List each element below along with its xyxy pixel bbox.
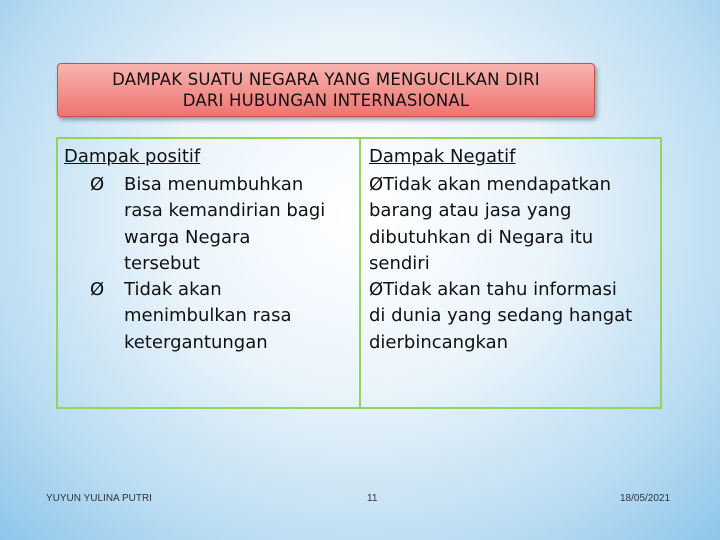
item-line: dierbincangkan bbox=[369, 331, 509, 353]
negative-item bbox=[369, 172, 632, 277]
arrow-bullet-icon: Ø bbox=[369, 174, 384, 195]
footer-date: 18/05/2021 bbox=[620, 493, 671, 504]
slide-title bbox=[57, 63, 595, 117]
item-line: rasa kemandirian bagi bbox=[124, 200, 326, 222]
item-text: Tidak akan tahu informasi bbox=[383, 279, 617, 301]
title-line-2: DARI HUBUNGAN INTERNASIONAL bbox=[182, 91, 470, 110]
arrow-bullet-icon: Ø bbox=[90, 174, 105, 195]
item-line: menimbulkan rasa bbox=[124, 305, 292, 327]
positive-item bbox=[90, 277, 325, 356]
item-line: sendiri bbox=[369, 252, 430, 274]
negative-column bbox=[361, 139, 660, 407]
negative-heading: Dampak Negatif bbox=[369, 146, 516, 167]
item-line: tersebut bbox=[124, 252, 200, 274]
item-line bbox=[369, 172, 632, 198]
arrow-bullet-icon: Ø bbox=[90, 279, 105, 301]
item-line: dibutuhkan di Negara itu bbox=[369, 226, 594, 248]
title-line-1: DAMPAK SUATU NEGARA YANG MENGUCILKAN DIRI bbox=[112, 70, 540, 89]
arrow-bullet-icon: Ø bbox=[369, 279, 384, 301]
item-line: di dunia yang sedang hangat bbox=[369, 305, 633, 327]
item-line: barang atau jasa yang bbox=[369, 200, 572, 222]
positive-column bbox=[58, 139, 361, 407]
footer-author: YUYUN YULINA PUTRI bbox=[46, 493, 152, 504]
comparison-table bbox=[56, 137, 662, 409]
item-line: Bisa menumbuhkan bbox=[124, 174, 304, 195]
negative-item bbox=[369, 277, 632, 356]
item-line bbox=[369, 277, 632, 303]
item-text: Tidak akan mendapatkan bbox=[383, 174, 612, 195]
slide-number: 11 bbox=[367, 493, 378, 504]
item-line: ketergantungan bbox=[124, 331, 268, 353]
item-line: Tidak akan bbox=[124, 279, 222, 301]
positive-heading: Dampak positif bbox=[64, 146, 201, 167]
item-line: warga Negara bbox=[124, 226, 251, 248]
positive-item bbox=[90, 172, 325, 277]
